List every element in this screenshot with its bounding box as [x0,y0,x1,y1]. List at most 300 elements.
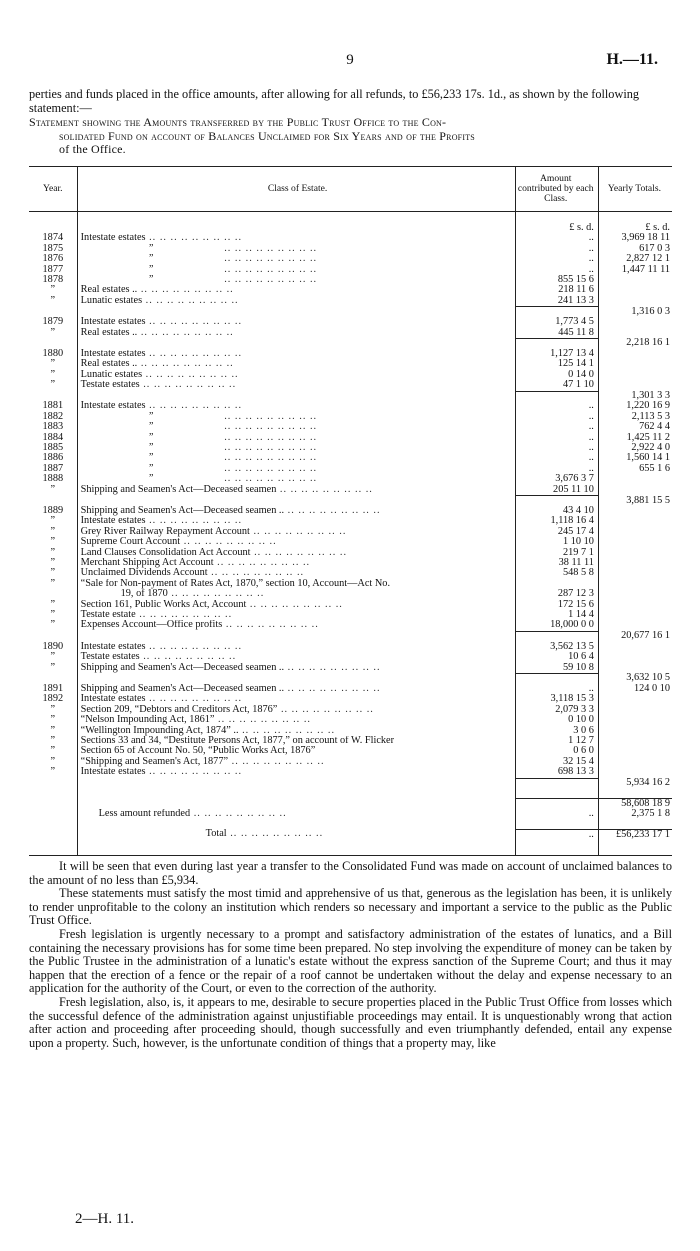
row-amount: 3,118 15 3 [515,694,598,704]
row-amount: .. [515,401,598,411]
row-class-text: Shipping and Seamen's Act—Deceased seamen .. [80,662,285,673]
row-amount: 1 14 4 [515,610,598,620]
row-class-text: Real estates .. [80,327,138,338]
row-total [598,537,672,547]
footer-total: 2,375 1 8 [631,808,670,820]
row-total [598,726,672,736]
row-year: ” [29,359,77,369]
row-total [598,485,672,496]
body-text [29,860,672,1050]
intro-text: perties and funds placed in the office amounts, after allowing for all refunds, to £56,233 17s. 1d., as shown by the following statement:— [29,87,640,115]
statement-line-3: of the Office. [59,142,126,156]
row-class-text: Real estates .. [80,285,138,296]
row-class [77,527,515,537]
row-amount [515,778,598,788]
row-year: ” [29,527,77,537]
row-class [77,558,515,568]
leader-dots: .. .. .. .. .. .. .. .. .. [220,264,318,275]
leader-dots: .. .. .. .. .. .. .. .. .. [142,369,239,380]
row-amount: 3,676 3 7 [515,474,598,484]
row-total: 2,922 4 0 [631,442,670,454]
row-total: 762 4 4 [639,421,670,433]
leader-dots: .. .. .. .. .. .. .. .. .. [145,694,243,705]
row-class-text: Intestate estates [80,516,146,527]
row-year: ” [29,380,77,391]
row-class [77,380,515,391]
row-class [77,307,515,317]
table-row [29,254,672,264]
row-amount: 287 12 3 [515,589,598,599]
row-class-text: Shipping and Seamen's Act—Deceased seamen .. [80,683,285,694]
row-amount: 125 14 1 [515,359,598,369]
leader-dots: .. .. .. .. .. .. .. .. .. [220,422,318,433]
row-class [77,485,515,496]
row-total [598,370,672,380]
row-year: ” [29,558,77,568]
row-year: ” [29,485,77,496]
row-class [77,265,515,275]
row-amount: 47 1 10 [515,380,598,391]
row-class [77,673,515,683]
row-total: 1,560 14 1 [626,452,670,464]
leader-dots: .. .. .. .. .. .. .. .. .. [220,243,318,254]
row-class-text: Intestate estates [80,767,146,778]
row-class-text: Section 65 of Account No. 50, “Public Works Act, 1876” [80,746,316,757]
document-reference: H.—11. [606,51,658,68]
row-amount [515,391,598,401]
row-amount: 0 6 0 [515,746,598,756]
row-total: 2,218 16 1 [626,337,670,349]
row-amount: .. [515,244,598,254]
footer-amount [515,798,598,809]
row-class [77,610,515,620]
row-year [29,778,77,788]
row-class [77,600,515,610]
table-row [29,443,672,453]
row-total [598,642,672,652]
row-amount: .. [515,233,598,243]
row-class [77,767,515,778]
row-class-text: ” [147,474,154,485]
statement-line-2: solidated Fund on account of Balances Unclaimed for Six Years and of the Profits [59,128,475,143]
row-year: ” [29,548,77,558]
row-class-text: Section 161, Public Works Act, Account [80,599,247,610]
row-year: ” [29,652,77,662]
row-class-text: ” [147,432,154,443]
row-class-text: ” [147,463,154,474]
row-amount: 3 0 6 [515,726,598,736]
leader-dots: .. .. .. .. .. .. .. .. .. [145,641,243,652]
row-class-text: Expenses Account—Office profits [80,620,223,631]
row-year: ” [29,736,77,746]
leader-dots: .. .. .. .. .. .. .. .. .. [139,652,237,663]
table-row [29,620,672,631]
leader-dots: .. .. .. .. .. .. .. .. .. [220,432,318,443]
row-class [77,642,515,652]
row-class [77,736,515,746]
leader-dots: .. .. .. .. .. .. .. .. .. [226,829,324,840]
row-year: ” [29,726,77,736]
row-amount: .. [515,684,598,694]
row-amount: 43 4 10 [515,506,598,516]
row-amount: 59 10 8 [515,663,598,674]
table-footer-row [29,829,672,849]
row-class [77,275,515,285]
row-class-text: Intestate estates [80,641,146,652]
row-year: ” [29,328,77,339]
leader-dots: .. .. .. .. .. .. .. .. .. [142,295,239,306]
leader-dots: .. .. .. .. .. .. .. .. .. [238,725,336,736]
row-class-text: “Shipping and Seamen's Act, 1877” [80,756,229,767]
row-class-text: Shipping and Seamen's Act—Deceased seamen [80,484,277,495]
leader-dots: .. .. .. .. .. .. .. .. .. [220,453,318,464]
leader-dots: .. .. .. .. .. .. .. .. .. [220,254,318,265]
row-total [598,705,672,715]
row-class-text: Unclaimed Dividends Account [80,568,208,579]
row-class-text: “Sale for Non-payment of Rates Act, 1870,” section 10, Account—Act No. [80,578,391,589]
leader-dots: .. .. .. .. .. .. .. .. .. [145,767,243,778]
row-class [77,663,515,674]
row-amount: 241 13 3 [515,296,598,307]
row-total [598,715,672,725]
row-amount: 2,079 3 3 [515,705,598,715]
row-class-text: Intestate estates [80,694,146,705]
row-class-text: Intestate estates [80,348,146,359]
leader-dots: .. .. .. .. .. .. .. .. .. [213,558,311,568]
row-class [77,496,515,506]
footer-label: Less amount refunded [98,809,191,820]
table-row [29,422,672,432]
row-amount: .. [515,265,598,275]
leader-dots: .. .. .. .. .. .. .. .. .. [277,704,374,715]
leader-dots: .. .. .. .. .. .. .. .. .. [220,275,318,286]
table-row [29,453,672,463]
row-total: 3,632 10 5 [626,672,670,684]
row-year: 1880 [29,349,77,359]
leader-dots: .. .. .. .. .. .. .. .. .. [180,537,277,548]
currency-totals: £ s. d. [645,222,670,233]
row-year: ” [29,516,77,526]
row-amount: 18,000 0 0 [515,620,598,631]
leader-dots: .. .. .. .. .. .. .. .. .. [145,516,243,527]
table-row [29,673,672,683]
row-class [77,254,515,264]
leader-dots: .. .. .. .. .. .. .. .. .. [228,756,325,767]
row-total [598,527,672,537]
row-year: ” [29,579,77,589]
row-class [77,778,515,788]
leader-dots: .. .. .. .. .. .. .. .. .. [220,463,318,474]
row-class-text: ” [147,243,154,254]
table-footer-row [29,809,672,829]
row-class-text: ” [147,453,154,464]
row-total [598,757,672,767]
table-row [29,767,672,778]
paragraph: These statements must satisfy the most timid and apprehensive of us that, generous as the legislation has been, it is unlikely to render unprofitable to the colony an institution which renders so necessary and important a service to the public as the Public Trust Office. [29,886,672,928]
row-class [77,589,515,599]
leader-dots: .. .. .. .. .. .. .. .. .. [207,568,305,579]
footer-amount: .. [515,829,598,849]
row-class-text: Section 209, “Debtors and Creditors Act, 1876” [80,704,278,715]
row-amount: 1,127 13 4 [515,349,598,359]
row-year: ” [29,767,77,778]
leader-dots: .. .. .. .. .. .. .. .. .. [246,599,343,610]
row-year: 1875 [29,244,77,254]
row-total: 2,113 5 3 [631,410,670,422]
row-year: ” [29,537,77,547]
row-amount: 698 13 3 [515,767,598,778]
transfers-table [29,166,672,856]
row-class [77,370,515,380]
paragraph: Fresh legislation, also, is, it appears to me, desirable to secure properties placed in the Public Trust Office from losses which the successful defence of the administration against unjustifiable proceedings may entail. It is unquestionably wrong that action after action and proceeding after proceeding should, though successfully and even triumphantly defended, entail any expense upon a property. Such, however, is the unfortunate condition of things that a property may, like [29,994,672,1050]
row-total [598,694,672,704]
leader-dots: .. .. .. .. .. .. .. .. .. [220,474,318,485]
row-year: 1892 [29,694,77,704]
leader-dots: .. .. .. .. .. .. .. .. .. [145,317,243,328]
statement-line-1: Statement showing the Amounts transferred by the Public Trust Office to the Con- [29,115,447,129]
leader-dots: .. .. .. .. .. .. .. .. .. [137,327,234,338]
leader-dots: .. .. .. .. .. .. .. .. .. [137,359,234,370]
row-class [77,391,515,401]
row-year: 1890 [29,642,77,652]
row-year: ” [29,285,77,295]
row-year: ” [29,663,77,674]
row-total [598,506,672,516]
leader-dots: .. .. .. .. .. .. .. .. .. [220,443,318,454]
row-amount: 1 12 7 [515,736,598,746]
leader-dots: .. .. .. .. .. .. .. .. .. [249,526,347,537]
row-class [77,359,515,369]
table-body [29,212,672,856]
row-class [77,317,515,327]
table-row [29,652,672,662]
row-total: 1,301 3 3 [631,390,670,401]
table-row [29,433,672,443]
row-year: 1882 [29,412,77,422]
row-total: 617 0 3 [639,242,670,254]
row-amount: .. [515,453,598,463]
row-class [77,757,515,767]
row-year: 1888 [29,474,77,484]
row-amount: 445 11 8 [515,328,598,339]
leader-dots: .. .. .. .. .. .. .. .. .. [145,348,243,359]
row-class-text: Lunatic estates [80,295,143,306]
row-class [77,537,515,547]
leader-dots: .. .. .. .. .. .. .. .. .. [137,285,234,296]
row-class [77,285,515,295]
row-class [77,705,515,715]
row-total [598,746,672,756]
row-class-text: “Wellington Impounding Act, 1874” .. [80,725,239,736]
row-year: 1891 [29,684,77,694]
leader-dots: .. .. .. .. .. .. .. .. .. [284,505,381,516]
row-year: ” [29,370,77,380]
leader-dots: .. .. .. .. .. .. .. .. .. [284,683,381,694]
row-class [77,328,515,339]
row-class-text: Testate estates [80,652,140,663]
row-amount: .. [515,422,598,432]
row-year: 1884 [29,433,77,443]
row-amount: 1 10 10 [515,537,598,547]
row-total: 655 1 6 [639,462,670,474]
table-row [29,778,672,788]
row-total [598,600,672,610]
row-class-text: ” [147,254,154,265]
row-amount: 205 11 10 [515,485,598,496]
row-class-text: Real estates .. [80,359,138,370]
row-amount [515,673,598,683]
leader-dots: .. .. .. .. .. .. .. .. .. [222,620,319,631]
row-total [598,548,672,558]
footer-total: 58,608 18 9 [598,798,672,809]
row-amount: 0 14 0 [515,370,598,380]
row-class-text: “Nelson Impounding Act, 1861” [80,715,215,726]
col-header-amount: Amount contributed by each Class. [515,167,598,212]
row-class [77,233,515,243]
row-class [77,568,515,578]
row-amount: .. [515,464,598,474]
page-signature: 2—H. 11. [75,1211,135,1227]
row-total: 1,220 16 9 [626,400,670,412]
row-class [77,464,515,474]
table-row [29,401,672,411]
row-class-text: Intestate estates [80,233,146,244]
row-total [598,579,672,589]
leader-dots: .. .. .. .. .. .. .. .. .. [139,380,237,391]
row-class-text: ” [147,275,154,286]
row-amount: 219 7 1 [515,548,598,558]
row-year: 1885 [29,443,77,453]
table-row [29,568,672,578]
leader-dots: .. .. .. .. .. .. .. .. .. [250,547,348,558]
row-total [598,317,672,327]
row-class-text: Merchant Shipping Act Account [80,558,214,568]
table-row [29,317,672,327]
row-class-text: Shipping and Seamen's Act—Deceased seamen .. [80,505,285,516]
table-row [29,244,672,254]
row-total: 2,827 12 1 [626,253,670,265]
paragraph: It will be seen that even during last year a transfer to the Consolidated Fund was made on account of unclaimed balances to the amount of no less than £5,934. [29,859,672,887]
currency-amount: £ s. d. [515,223,598,233]
row-class [77,296,515,307]
row-total [598,736,672,746]
row-amount: 1,118 16 4 [515,516,598,526]
row-class-text: 19, of 1870 [120,589,168,600]
leader-dots: .. .. .. .. .. .. .. .. .. [145,233,243,244]
footer-total: £56,233 17 1 [598,829,672,849]
row-class [77,516,515,526]
row-class [77,548,515,558]
row-amount: 172 15 6 [515,600,598,610]
row-class [77,453,515,463]
table-row [29,485,672,496]
row-year: ” [29,600,77,610]
leader-dots: .. .. .. .. .. .. .. .. .. [276,484,373,495]
table-row [29,391,672,401]
row-total [598,285,672,295]
row-class [77,506,515,516]
row-total: 20,677 16 1 [621,630,670,642]
row-year: 1876 [29,254,77,264]
col-header-year: Year. [29,167,77,212]
row-class-text: ” [147,264,154,275]
row-year: 1889 [29,506,77,516]
row-total [598,359,672,369]
row-class [77,433,515,443]
row-year: 1879 [29,317,77,327]
row-year: 1887 [29,464,77,474]
row-year: ” [29,296,77,307]
row-total [598,516,672,526]
row-year: ” [29,620,77,631]
row-total: 1,425 11 2 [626,431,670,443]
row-class [77,474,515,484]
row-class [77,715,515,725]
row-class [77,443,515,453]
leader-dots: .. .. .. .. .. .. .. .. .. [190,809,287,820]
col-header-totals: Yearly Totals. [598,167,672,212]
row-total: 5,934 16 2 [626,777,670,789]
row-class-text: Testate estate [80,610,136,621]
row-total [598,558,672,568]
table-row [29,715,672,725]
row-year: ” [29,610,77,620]
leader-dots: .. .. .. .. .. .. .. .. .. [167,589,265,600]
row-class [77,349,515,359]
row-amount: 10 6 4 [515,652,598,662]
row-class [77,401,515,411]
row-amount: .. [515,443,598,453]
row-class [77,652,515,662]
row-amount: 3,562 13 5 [515,642,598,652]
page-number: 9 [346,52,354,68]
row-class-text: Lunatic estates [80,369,143,380]
row-total: 1,447 11 11 [621,263,670,275]
row-class [77,631,515,641]
col-header-class: Class of Estate. [77,167,515,212]
row-total [598,652,672,662]
leader-dots: .. .. .. .. .. .. .. .. .. [214,715,311,726]
row-total [598,589,672,599]
row-year: 1878 [29,275,77,285]
table-row [29,233,672,243]
row-class-text: ” [147,422,154,433]
row-year: 1883 [29,422,77,432]
row-class [77,244,515,254]
row-total [598,610,672,620]
row-class-text: Testate estates [80,380,140,391]
row-amount: 548 5 8 [515,568,598,578]
row-total [598,275,672,285]
table-row [29,380,672,391]
row-year: ” [29,715,77,725]
row-class [77,620,515,631]
row-year: 1881 [29,401,77,411]
row-class [77,684,515,694]
row-total: 3,881 15 5 [626,494,670,506]
row-amount: 218 11 6 [515,285,598,295]
row-class-text: Grey River Railway Repayment Account [80,526,250,537]
row-amount: 245 17 4 [515,527,598,537]
row-class [77,694,515,704]
row-amount: 0 10 0 [515,715,598,725]
row-class [77,746,515,756]
table-footer-row [29,798,672,809]
row-total: 3,969 18 11 [621,232,670,244]
row-amount: 855 15 6 [515,275,598,285]
table-row [29,296,672,307]
row-amount: 32 15 4 [515,757,598,767]
